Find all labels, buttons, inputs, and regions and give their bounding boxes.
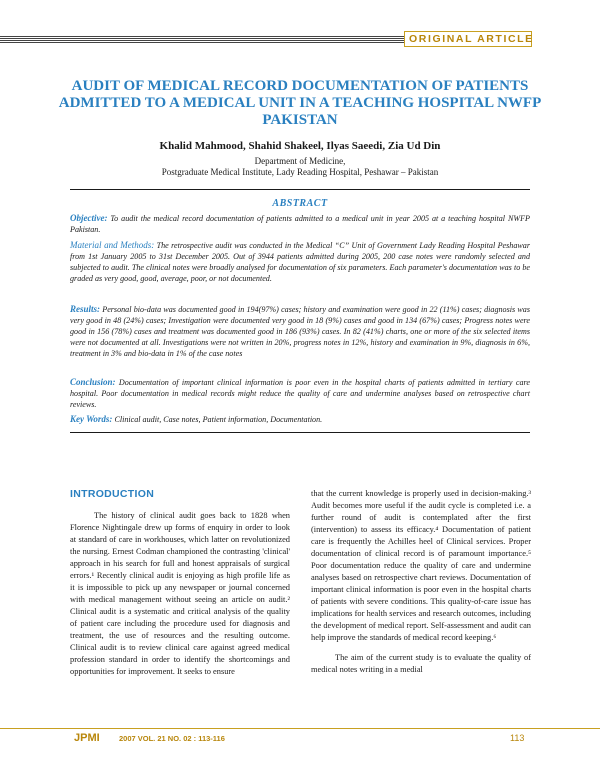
footer-citation: 2007 VOL. 21 NO. 02 : 113-116 bbox=[119, 734, 225, 743]
methods-label: Material and Methods: bbox=[70, 240, 155, 250]
body-right-column bbox=[311, 488, 531, 676]
journal-logo: JPMI bbox=[74, 732, 100, 744]
affiliation-institute: Postgraduate Medical Institute, Lady Reading Hospital, Peshawar – Pakistan bbox=[161, 167, 439, 177]
conclusion-text: Documentation of important clinical information is poor even in the hospital charts of patients admitted in tertiary care hospital. Poor documentation in medical records might reduce the quality of care and undermine analyses based on retrospective chart reviews. bbox=[70, 378, 530, 409]
intro-paragraph-right: that the current knowledge is properly used in decision-making.³ Audit becomes more useful if the audit cycle is completed i.e. a further round of audit is contemplated after the first (intervention) to assess its efficacy.⁴ Documentation of patient care is frequently the Achilles heel of Clinical services. Proper documentation of clinical record is of paramount importance.⁵ Poor documentation reduce the quality of care and undermine analyses based on retrospective chart reviews. Documentation of important clinical information is poor even in the hospital charts of patients with severe conditions. This quality-of-care issue has implications for health services and research outcomes, including the development of medical report. Self-assessment and audit can help improve the standards of medical record keeping.⁶ bbox=[311, 489, 531, 642]
conclusion-label: Conclusion: bbox=[70, 377, 116, 387]
introduction-heading: INTRODUCTION bbox=[70, 488, 155, 500]
page-number: 113 bbox=[510, 733, 525, 743]
abstract-methods bbox=[70, 240, 530, 284]
abstract-conclusion bbox=[70, 377, 530, 410]
article-title: AUDIT OF MEDICAL RECORD DOCUMENTATION OF PATIENTS ADMITTED TO A MEDICAL UNIT IN A TEACHING HOSPITAL NWFP PAKISTAN bbox=[58, 78, 542, 128]
abstract-heading: ABSTRACT bbox=[272, 198, 328, 209]
methods-text: The retrospective audit was conducted in the Medical “C” Unit of Government Lady Reading Hospital Peshawar from 1st January 2005 to 31st December 2005. Out of 3944 patients admitted during 2005, 200 case notes were randomly selected and subjected to audit. The clinical notes were broadly analysed for documentation of six parameters. Each parameter's documentation was to be graded as very good, good, average, poor, or not documented. bbox=[70, 241, 530, 283]
abstract-bottom-rule bbox=[70, 432, 530, 433]
section-label: ORIGINAL ARTICLE bbox=[409, 33, 534, 45]
abstract-keywords bbox=[70, 414, 530, 425]
results-text: Personal bio-data was documented good in 194(97%) cases; history and examination were good in 22 (11%) cases; diagnosis was very good in 48 (24%) cases; Investigation were documented very good in 18 (9%) cases and good in 134 (67%) cases; Progress notes were good in 156 (78%) cases and treatment was documented good in 186 (93%) cases. In 82 (41%) charts, one or more of the six selected items were not documented at all. Investigations were not written in 20%, progress notes in 12%, history and examination in 9%, diagnosis in 6%, treatment in 3% and bio-data in 1% of the case notes bbox=[70, 305, 530, 358]
header-hatch-bar bbox=[0, 36, 404, 44]
objective-label: Objective: bbox=[70, 213, 108, 223]
intro-paragraph-left: The history of clinical audit goes back to 1828 when Florence Nightingale drew up forms of enquiry in order to look at standard of care in workhouses, which latter on revolutionized the nursing. Ernest Codman championed the contrasting 'clinical' approach in his search for full and honest appraisals of surgical errors.¹ Recently clinical audit is enjoying as high profile life as it is impossible to pick up any newspaper or journal concerned with medical management without seeing an article on audit.² Clinical audit is a systematic and critical analysis of the quality of patient care including the procedure used for diagnosis and treatment, the use of resources and the resulting outcome. Clinical audit is to review clinical care against agreed medical profession standard in order to identify the shortcomings and opportunities for improvement. It seeks to ensure bbox=[70, 511, 290, 676]
affiliation-department: Department of Medicine, bbox=[254, 156, 346, 166]
abstract-results bbox=[70, 304, 530, 359]
body-left-column bbox=[70, 488, 290, 678]
aim-paragraph: The aim of the current study is to evaluate the quality of medical notes writing in a medial bbox=[311, 653, 531, 674]
abstract-top-rule bbox=[70, 189, 530, 190]
keywords-label: Key Words: bbox=[70, 414, 113, 424]
footer-rule bbox=[0, 728, 600, 729]
results-label: Results: bbox=[70, 304, 101, 314]
objective-text: To audit the medical record documentation of patients admitted to a medical unit in year 2005 at a teaching hospital NWFP Pakistan. bbox=[70, 214, 530, 234]
keywords-text: Clinical audit, Case notes, Patient information, Documentation. bbox=[114, 415, 323, 424]
abstract-objective bbox=[70, 213, 530, 235]
author-list: Khalid Mahmood, Shahid Shakeel, Ilyas Saeedi, Zia Ud Din bbox=[159, 140, 441, 152]
